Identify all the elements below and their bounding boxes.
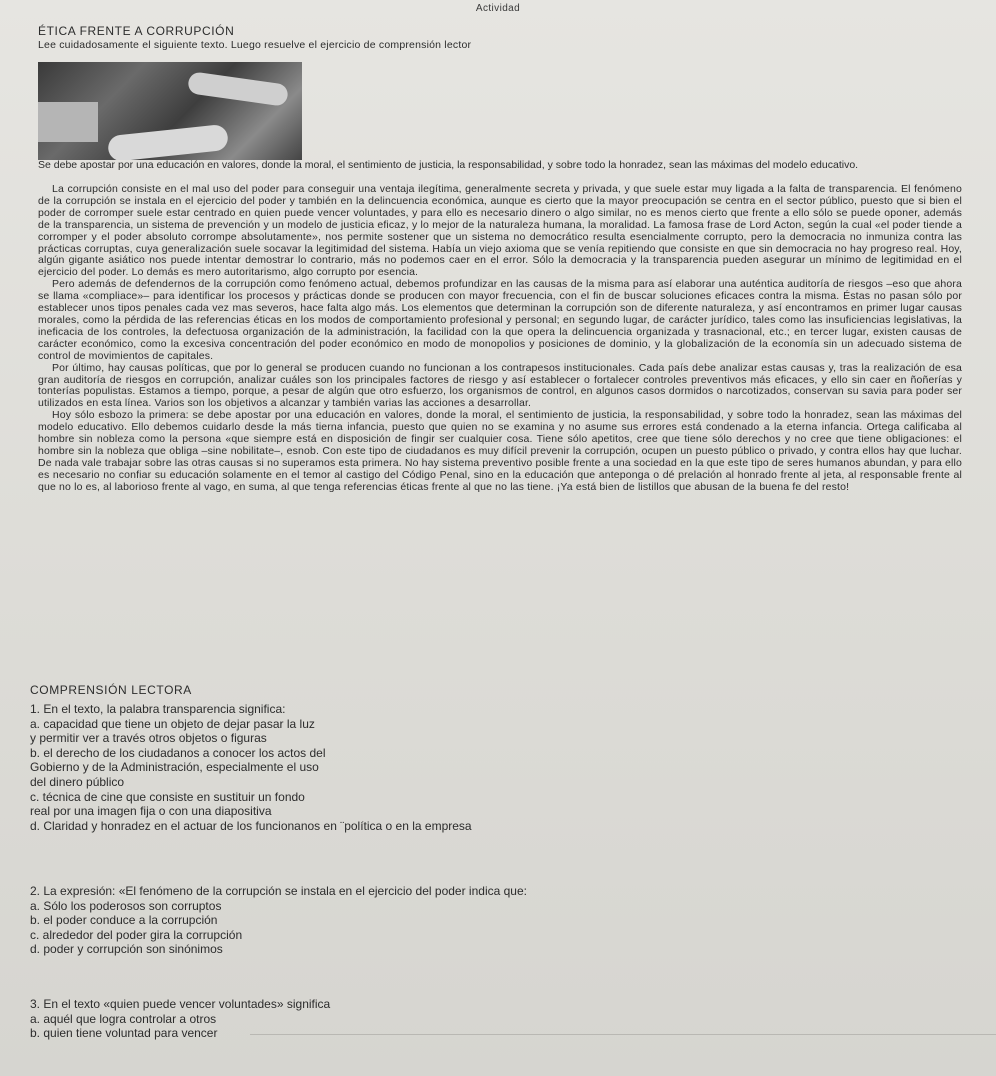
document-title: ÉTICA FRENTE A CORRUPCIÓN bbox=[38, 24, 235, 38]
option-b[interactable]: b. quien tiene voluntad para vencer bbox=[30, 1026, 218, 1041]
question-1 bbox=[30, 702, 472, 833]
article-body bbox=[38, 184, 962, 494]
divider-line bbox=[250, 1034, 996, 1035]
article-paragraph: La corrupción consiste en el mal uso del poder para conseguir una ventaja ilegítima, generalmente secreta y privada, y que suele estar muy ligada a la falta de transparencia. El fenómeno de la corrupción se instala en el ejercicio del poder y también en la delincuencia económica, aunque es cierto que la mayor preocupación se centra en el sector público, puesto que si bien el poder de corromper suele estar centrado en quien puede vencer voluntades, y para ello es necesario dinero o algo similar, no es menos cierto que frente a ello sólo se puede oponer, además de la transparencia, un sistema de prevención y un modelo de justicia eficaz, y lo mejor de la naturaleza humana, la moralidad. La famosa frase de Lord Acton, según la cual «el poder tiende a corromper y el poder absoluto corrompe absolutamente», nos permite sostener que un sistema no democrático resulta esencialmente corrupto, pero la democracia no inmuniza contra las prácticas corruptas, cuya generalización suele socavar la legitimidad del sistema. Había un viejo axioma que se venía repitiendo que consiste en que sin democracia no hay progreso real. Hoy, algún gigante asiático nos puede intentar demostrar lo contrario, más no podemos caer en el error. Sólo la democracia y la transparencia pueden asegurar un mínimo de legitimidad en el ejercicio del poder. Lo demás es mero autoritarismo, algo corrupto por esencia. bbox=[38, 183, 962, 279]
option-c[interactable]: c. técnica de cine que consiste en sustituir un fondo bbox=[30, 789, 305, 804]
photo-hand-shape bbox=[107, 124, 229, 160]
option-a[interactable]: a. Sólo los poderosos son corruptos bbox=[30, 898, 222, 913]
instruction-text: Lee cuidadosamente el siguiente texto. Luego resuelve el ejercicio de comprensión lector bbox=[38, 39, 472, 51]
handshake-photo bbox=[38, 62, 302, 160]
option-a[interactable]: a. aquél que logra controlar a otros bbox=[30, 1011, 217, 1026]
article-paragraph: Pero además de defendernos de la corrupción como fenómeno actual, debemos profundizar en las causas de la misma para así elaborar una auténtica auditoría de riesgos –eso que ahora se llama «compliace»– para identificar los procesos y prácticas donde se producen con mayor frecuencia, con el fin de buscar soluciones eficaces contra la misma. Éstas no pasan sólo por establecer unos tipos penales cada vez mas severos, hace falta algo más. Los elementos que determinan la corrupción son de diferente naturaleza, y así encontramos en primer lugar causas morales, como la pérdida de las referencias éticas en los modos de comportamiento profesional y personal; en segundo lugar, de carácter jurídico, tales como las insuficiencias legislativas, la ineficacia de los controles, la defectuosa organización de la administración, la facilidad con la que opera la delincuencia organizada y trasnacional, etc.; en tercer lugar, existen causas de carácter económico, como la excesiva concentración del poder económico en modo de monopolios y posiciones de dominio, y la globalización de la economía sin un adecuado sistema de control de movimientos de capitales. bbox=[38, 278, 962, 362]
photo-hand-shape bbox=[187, 71, 289, 107]
option-c[interactable]: c. alrededor del poder gira la corrupción bbox=[30, 927, 243, 942]
option-c-continued: real por una imagen fija o con una diapositiva bbox=[30, 804, 272, 819]
option-b-continued: del dinero público bbox=[30, 774, 125, 789]
article-paragraph: Por último, hay causas políticas, que por lo general se producen cuando no funcionan a los contrapesos institucionales. Cada país debe analizar estas causas y, tras la realización de esa gran auditoría de riesgos en corrupción, analizar cuáles son los principales factores de riesgo y así establecer o fortalecer controles preventivos más eficaces, y ello sin caer en ñoñerías y tonterías populistas. Estamos a tiempo, porque, a pesar de algún que otro esfuerzo, los organismos de control, en algunos casos dormidos o narcotizados, conservan su savia para poder ser utilizados en esta línea. Varios son los objetivos a alcanzar y también varias las acciones a desarrollar. bbox=[38, 361, 962, 410]
option-b[interactable]: b. el poder conduce a la corrupción bbox=[30, 913, 218, 928]
option-d[interactable]: d. poder y corrupción son sinónimos bbox=[30, 942, 223, 957]
comprehension-heading: COMPRENSIÓN LECTORA bbox=[30, 683, 192, 697]
photo-cuff-shape bbox=[38, 102, 98, 142]
option-b[interactable]: b. el derecho de los ciudadanos a conocer los actos del bbox=[30, 745, 326, 760]
lead-paragraph: Se debe apostar por una educación en valores, donde la moral, el sentimiento de justicia, la responsabilidad, y sobre todo la honradez, sean las máximas del modelo educativo. bbox=[38, 159, 859, 171]
question-1-prompt: 1. En el texto, la palabra transparencia significa: bbox=[30, 702, 286, 716]
option-a[interactable]: a. capacidad que tiene un objeto de dejar pasar la luz bbox=[30, 716, 315, 731]
option-b-continued: Gobierno y de la Administración, especialmente el uso bbox=[30, 760, 319, 775]
question-2 bbox=[30, 884, 527, 957]
article-paragraph: Hoy sólo esbozo la primera: se debe apostar por una educación en valores, donde la moral, el sentimiento de justicia, la responsabilidad, y sobre todo la honradez, sean las máximas del modelo educativo. Ello debemos cuidarlo desde la más tierna infancia, puesto que quien no se examina y no asume sus errores está condenado a la eterna infancia. Ortega calificaba al hombre sin nobleza como la persona «que siempre está en disposición de fingir ser cualquier cosa. Tiene sólo apetitos, cree que tiene sólo derechos y no cree que tiene obligaciones: el hombre sin la nobleza que obliga –sine nobilitate–, esnob. Con este tipo de ciudadanos es muy difícil prevenir la corrupción, ocupen un puesto público o privado, y contra ellos hay que luchar. De nada vale trabajar sobre las otras causas si no superamos esta primera. No hay sistema preventivo posible frente a una sociedad en la que este tipo de seres humanos abundan, y para ello es necesario no confiar su educación solamente en el temor al castigo del Código Penal, sino en la educación que anteponga o dé prelación al honrado frente al jeta, al responsable frente al que no lo es, al laborioso frente al vago, en suma, al que tenga referencias éticas frente al que no las tiene. ¡Ya está bien de listillos que abusan de la buena fe del resto! bbox=[38, 409, 962, 493]
option-d[interactable]: d. Claridad y honradez en el actuar de los funcionanos en ¨política o en la empresa bbox=[30, 818, 472, 833]
page-header-title: Actividad bbox=[475, 3, 521, 14]
question-3-prompt: 3. En el texto «quien puede vencer voluntades» significa bbox=[30, 997, 331, 1011]
option-a-continued: y permitir ver a través otros objetos o figuras bbox=[30, 731, 267, 746]
question-2-prompt: 2. La expresión: «El fenómeno de la corrupción se instala en el ejercicio del poder indica que: bbox=[30, 884, 527, 898]
